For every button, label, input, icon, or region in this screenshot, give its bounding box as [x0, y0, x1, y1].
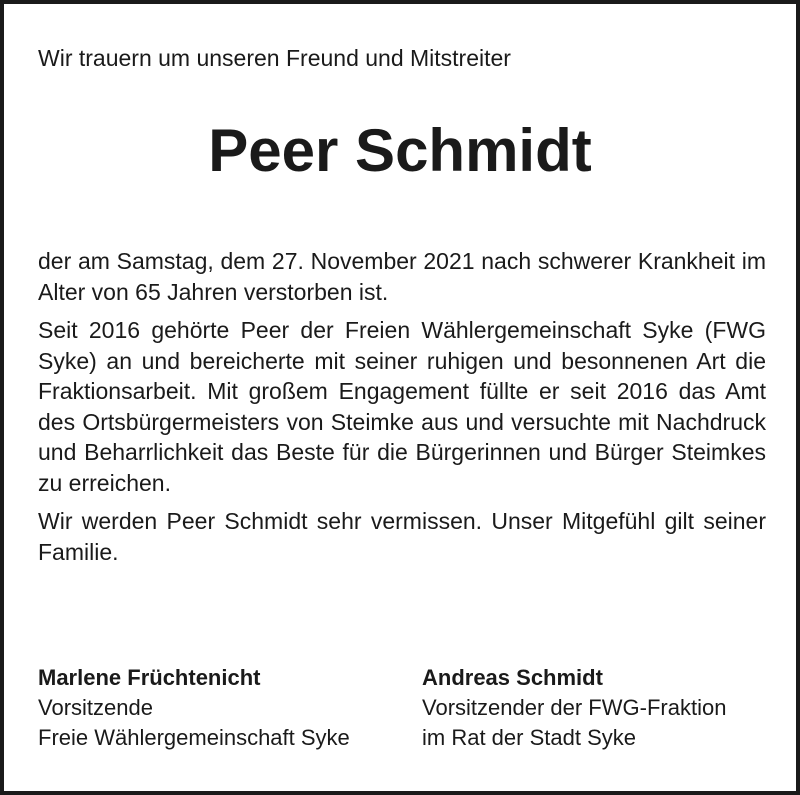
signatory-name: Marlene Früchtenicht — [38, 665, 261, 690]
signatory-left — [38, 663, 350, 753]
biography-paragraph: Seit 2016 gehörte Peer der Freien Wählergemeinschaft Syke (FWG Syke) an und bereicherte mit seiner ruhigen und besonnenen Art die Fraktionsarbeit. Mit großem Engagement füllte er seit 2016 das Amt des Ortsbürgermeisters von Steimke aus und versuchte mit Nachdruck und Beharrlichkeit das Beste für die Bürgerinnen und Bürger Steimkes zu erreichen. — [38, 317, 766, 496]
signatory-organization: Freie Wählergemeinschaft Syke — [38, 725, 350, 750]
notice-body — [38, 246, 766, 575]
signatory-right — [422, 663, 726, 753]
signatory-role: Vorsitzender der FWG-Fraktion — [422, 695, 727, 720]
signatory-name: Andreas Schmidt — [422, 665, 603, 690]
intro-line: Wir trauern um unseren Freund und Mitstreiter — [38, 45, 511, 71]
deceased-name: Peer Schmidt — [208, 117, 592, 184]
signatory-role: Vorsitzende — [38, 695, 153, 720]
condolence-paragraph: Wir werden Peer Schmidt sehr vermissen. Unser Mitgefühl gilt seiner Familie. — [38, 508, 766, 565]
death-statement-paragraph: der am Samstag, dem 27. November 2021 nach schwerer Krankheit im Alter von 65 Jahren verstorben ist. — [38, 248, 766, 305]
signatory-organization: im Rat der Stadt Syke — [422, 725, 636, 750]
